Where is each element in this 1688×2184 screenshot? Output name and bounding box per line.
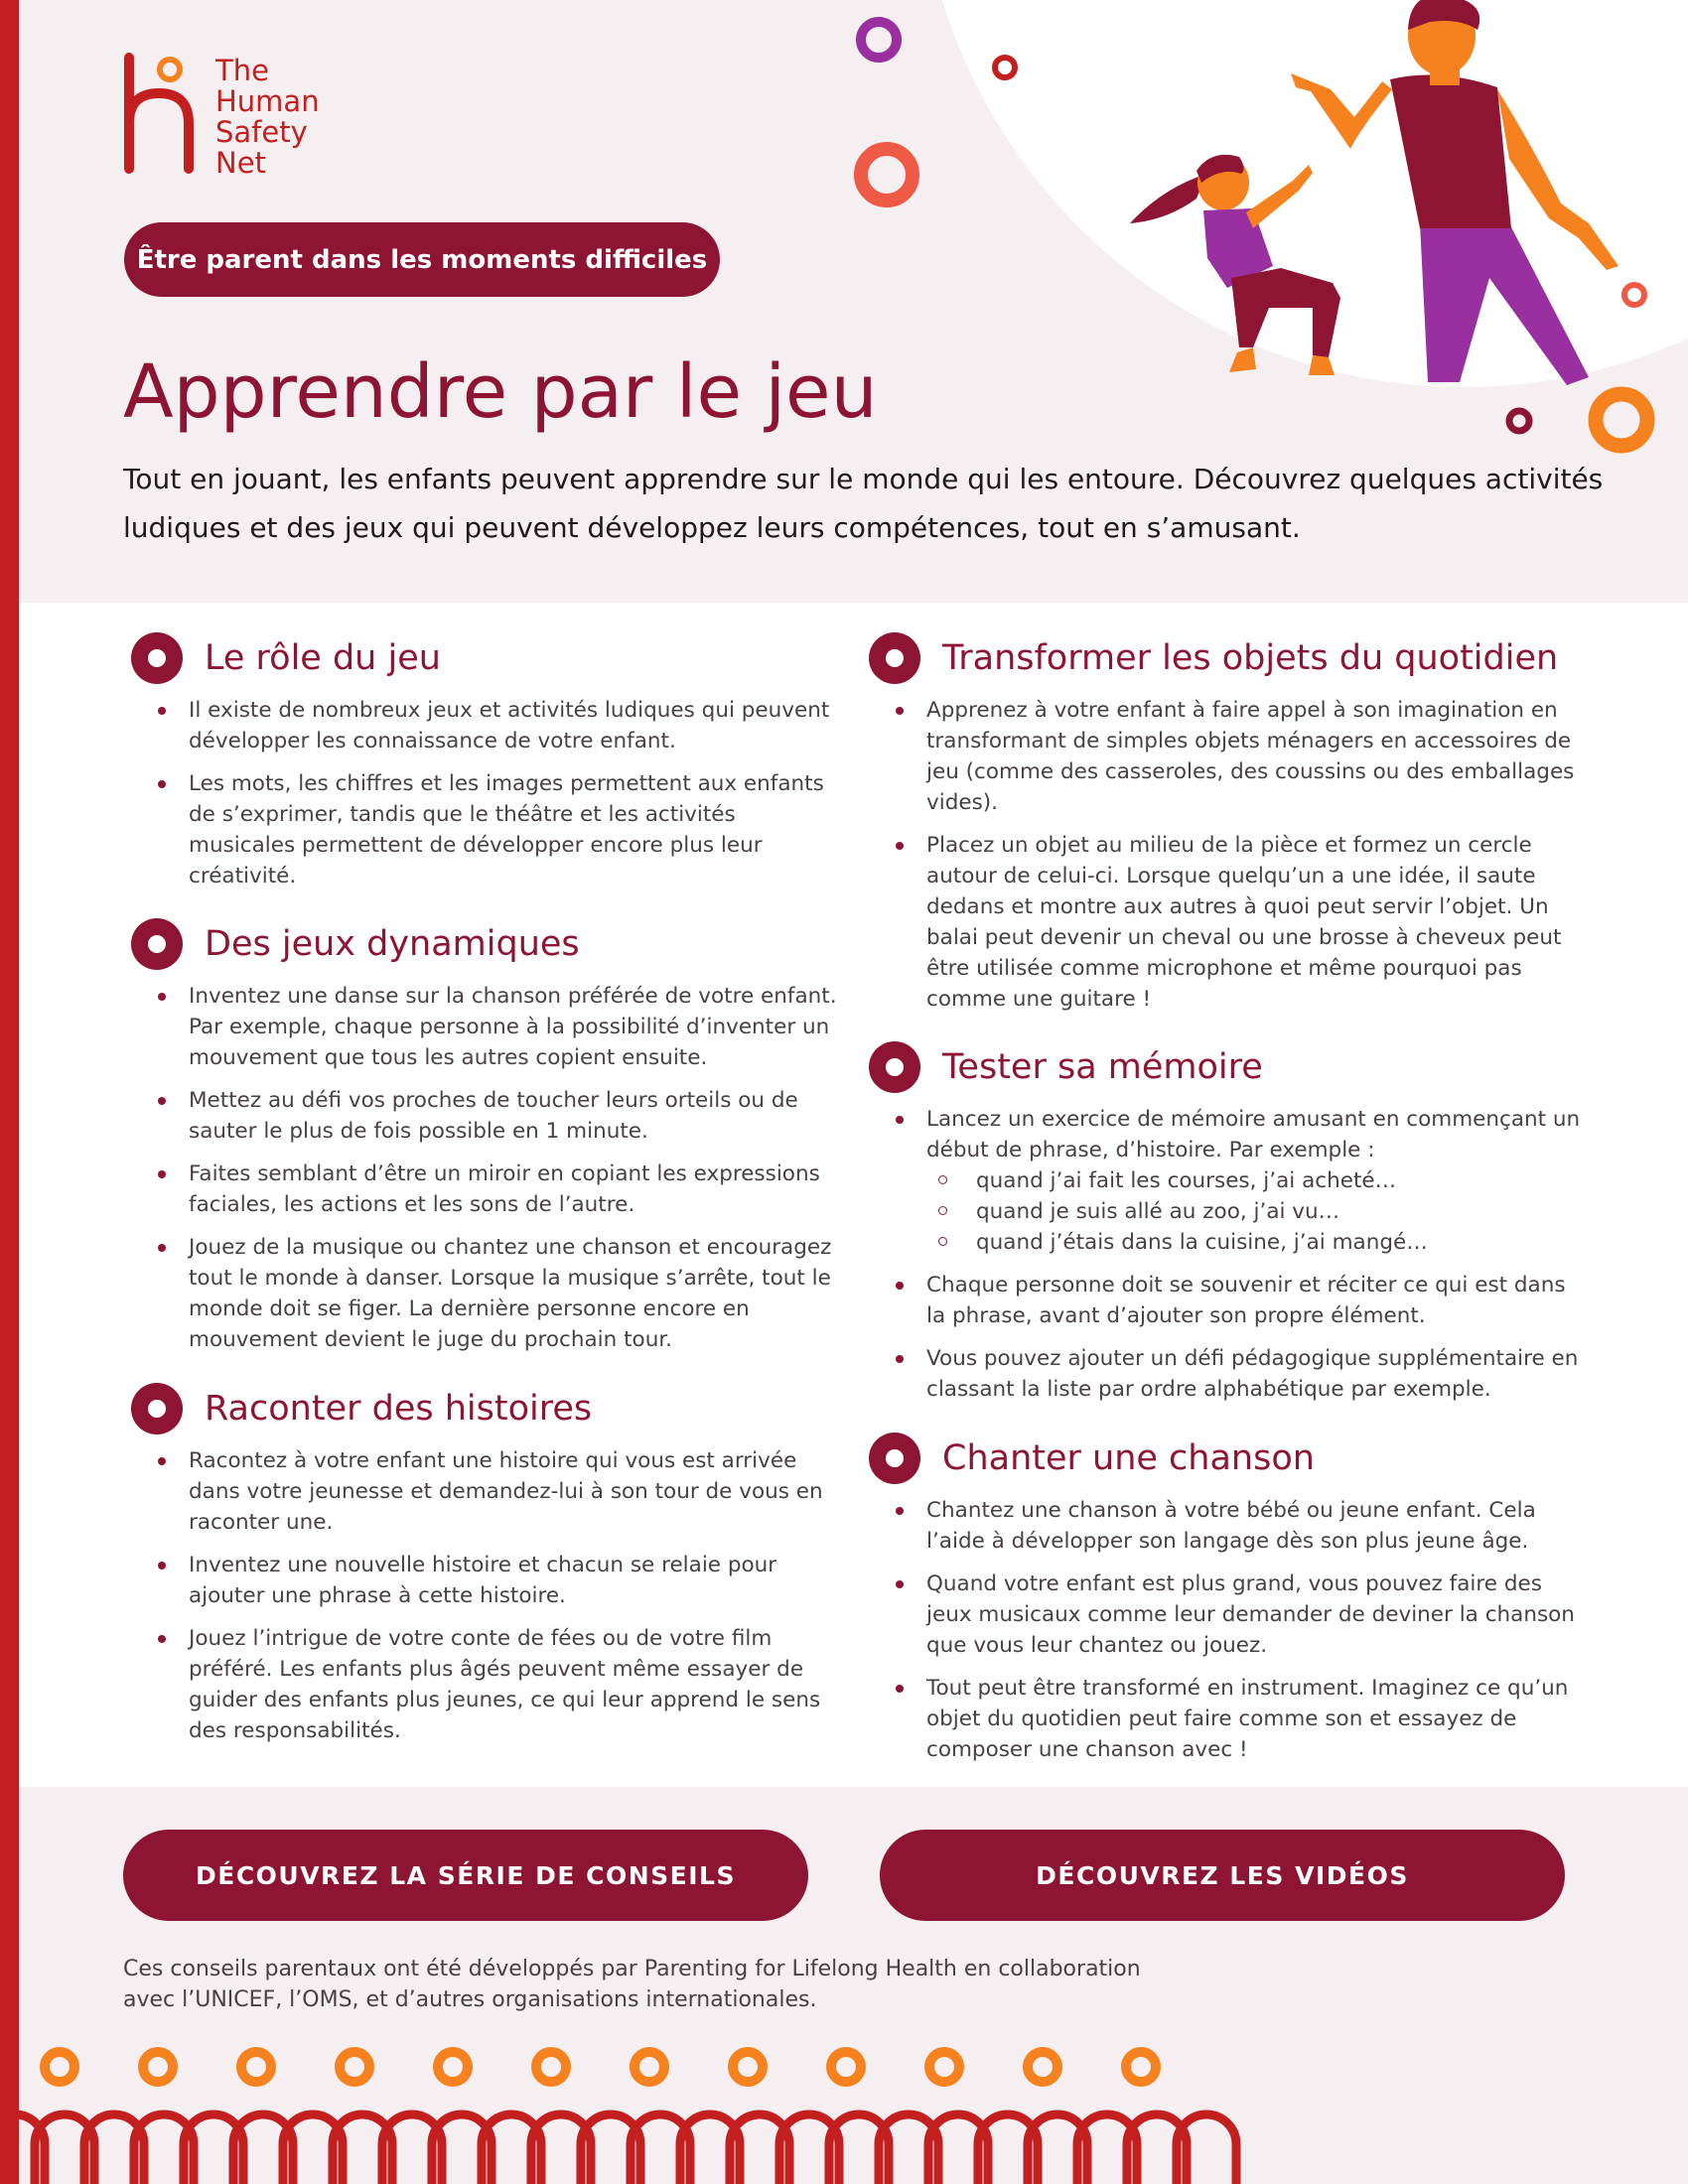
list-item: Jouez l’intrigue de votre conte de fées ou de votre film préféré. Les enfants plus âgés peuvent même essayer de guider des enfants plus jeunes, ce qui leur apprend le sens des responsabilités. xyxy=(131,1623,846,1746)
list-item: Inventez une danse sur la chanson préférée de votre enfant. Par exemple, chaque personne à la possibilité d’inventer un mouvement que tous les autres copient ensuite. xyxy=(131,981,846,1073)
discover-videos-button[interactable]: DÉCOUVREZ LES VIDÉOS xyxy=(880,1830,1565,1921)
logo-line: Net xyxy=(215,146,266,180)
section-title: Des jeux dynamiques xyxy=(205,924,580,964)
list-item: Racontez à votre enfant une histoire qui vous est arrivée dans votre jeunesse et demandez-lui à son tour de vous en raconter une. xyxy=(131,1445,846,1538)
list-item: Apprenez à votre enfant à faire appel à son imagination en transformant de simples objets ménagers en accessoires de jeu (comme des casseroles, des coussins ou des emballages vides). xyxy=(869,695,1584,818)
list-item: Les mots, les chiffres et les images permettent aux enfants de s’exprimer, tandis que le théâtre et les activités musicales permettent de développer encore plus leur créativité. xyxy=(131,768,846,891)
section-title: Le rôle du jeu xyxy=(205,638,441,678)
section-title: Transformer les objets du quotidien xyxy=(942,638,1559,678)
list-item-text: Lancez un exercice de mémoire amusant en commençant un début de phrase, d’histoire. Par exemple : xyxy=(926,1107,1581,1162)
list-item: Il existe de nombreux jeux et activités ludiques qui peuvent développer les connaissance de votre enfant. xyxy=(131,695,846,756)
list-item: Inventez une nouvelle histoire et chacun se relaie pour ajouter une phrase à cette histoire. xyxy=(131,1550,846,1611)
section-bullet-icon xyxy=(131,918,183,970)
section-stories xyxy=(131,1382,846,1758)
sub-list-item: quand j’étais dans la cuisine, j’ai mangé… xyxy=(926,1227,1584,1258)
section-title: Raconter des histoires xyxy=(205,1389,593,1429)
section-bullet-icon xyxy=(131,1383,183,1434)
section-bullet-icon xyxy=(131,632,183,684)
sub-list-item: quand j’ai fait les courses, j’ai acheté… xyxy=(926,1165,1584,1196)
list-item xyxy=(869,1104,1584,1258)
list-item: Faites semblant d’être un miroir en copiant les expressions faciales, les actions et les sons de l’autre. xyxy=(131,1159,846,1220)
section-dynamic-games xyxy=(131,917,846,1367)
series-tag: Être parent dans les moments difficiles xyxy=(124,222,720,297)
left-accent-bar xyxy=(0,0,19,2184)
list-item: Chantez une chanson à votre bébé ou jeune enfant. Cela l’aide à développer son langage dès son plus jeune âge. xyxy=(869,1495,1584,1557)
logo-line: Safety xyxy=(215,115,308,149)
logo-wordmark xyxy=(215,56,320,179)
section-bullet-icon xyxy=(869,1041,920,1093)
discover-tips-series-button[interactable]: DÉCOUVREZ LA SÉRIE DE CONSEILS xyxy=(123,1830,808,1921)
list-item: Jouez de la musique ou chantez une chanson et encouragez tout le monde à danser. Lorsque la musique s’arrête, tout le monde doit se figer. La dernière personne encore en mouvement devient le juge du prochain tour. xyxy=(131,1232,846,1355)
list-item: Tout peut être transformé en instrument. Imaginez ce qu’un objet du quotidien peut faire comme son et essayez de composer une chanson avec ! xyxy=(869,1673,1584,1765)
sub-list-item: quand je suis allé au zoo, j’ai vu… xyxy=(926,1196,1584,1227)
page-title: Apprendre par le jeu xyxy=(123,349,878,435)
section-bullet-icon xyxy=(869,1433,920,1484)
section-title: Chanter une chanson xyxy=(942,1438,1315,1478)
credits-note xyxy=(123,1954,1265,2015)
list-item: Vous pouvez ajouter un défi pédagogique supplémentaire en classant la liste par ordre alphabétique par exemple. xyxy=(869,1343,1584,1405)
list-item: Mettez au défi vos proches de toucher leurs orteils ou de sauter le plus de fois possible en 1 minute. xyxy=(131,1085,846,1147)
list-item: Placez un objet au milieu de la pièce et formez un cercle autour de celui-ci. Lorsque quelqu’un a une idée, il saute dedans et montre aux autres à quoi peut servir l’objet. Un balai peut devenir un cheval ou une brosse à cheveux peut être utilisée comme microphone et même pourquoi pas comme une guitare ! xyxy=(869,830,1584,1015)
hero-backdrop-circle xyxy=(917,0,1688,387)
list-item: Quand votre enfant est plus grand, vous pouvez faire des jeux musicaux comme leur demander de deviner la chanson que vous leur chantez ou jouez. xyxy=(869,1569,1584,1661)
section-title: Tester sa mémoire xyxy=(942,1047,1263,1087)
section-memory xyxy=(869,1040,1584,1417)
credits-line: Ces conseils parentaux ont été développés par Parenting for Lifelong Health en collaboration xyxy=(123,1957,1141,1981)
section-bullet-icon xyxy=(869,632,920,684)
logo-line: The xyxy=(215,54,269,87)
section-role xyxy=(131,631,846,903)
logo-line: Human xyxy=(215,84,320,118)
list-item: Chaque personne doit se souvenir et réciter ce qui est dans la phrase, avant d’ajouter son propre élément. xyxy=(869,1270,1584,1331)
credits-line: avec l’UNICEF, l’OMS, et d’autres organisations internationales. xyxy=(123,1987,817,2012)
section-song xyxy=(869,1432,1584,1777)
intro-paragraph: Tout en jouant, les enfants peuvent apprendre sur le monde qui les entoure. Découvrez quelques activités ludiques et des jeux qui peuvent développez leurs compétences, tout en s’amusant. xyxy=(123,463,1604,544)
section-everyday-objects xyxy=(869,631,1584,1026)
